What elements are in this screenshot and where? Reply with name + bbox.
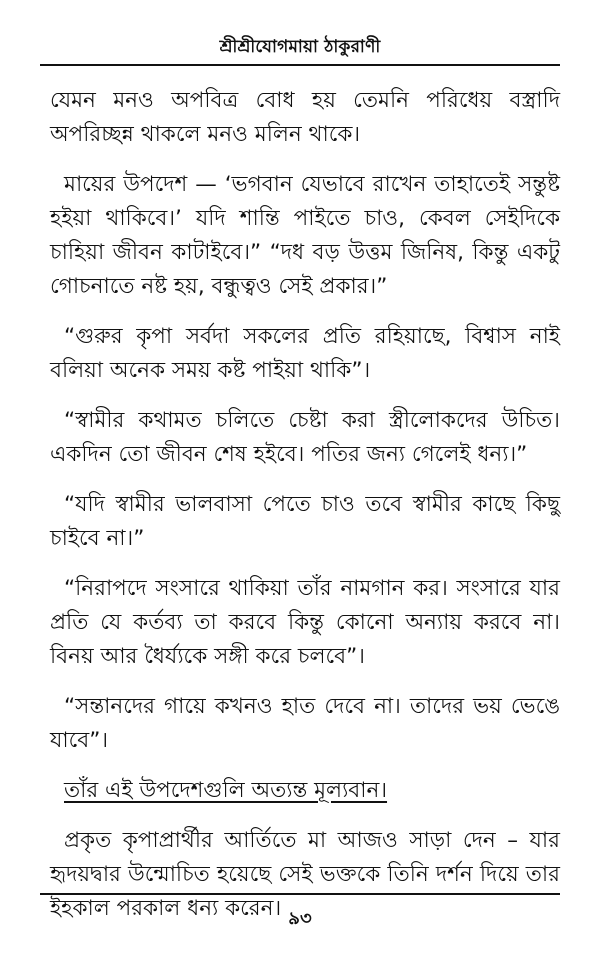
closing-paragraph: প্রকৃত কৃপাপ্রার্থীর আর্তিতে মা আজও সাড়া দেন – যার হৃদয়দ্বার উন্মোচিত হয়েছে সেই ভক্তকে তিনি দর্শন দিয়ে তার ইহকাল পরকাল ধন্য করেন। <box>50 828 560 921</box>
paragraph-2: মায়ের উপদেশ — ‘ভগবান যেভাবে রাখেন তাহাতেই সন্তুষ্ট হইয়া থাকিবে।’ যদি শান্তি পাইতে চাও, কেবল সেইদিকে চাহিয়া জীবন কাটাইবে।” “দধ বড় উত্তম জিনিষ, কিন্তু একটু গোচনাতে নষ্ট হয়, বন্ধুত্বও সেই প্রকার।” <box>50 172 560 299</box>
paragraph-4: “স্বামীর কথামত চলিতে চেষ্টা করা স্ত্রীলোকদের উচিত। একদিন তো জীবন শেষ হইবে। পতির জন্য গেলেই ধন্য।” <box>50 408 560 467</box>
paragraph-5: “যদি স্বামীর ভালবাসা পেতে চাও তবে স্বামীর কাছে কিছু চাইবে না।” <box>50 492 560 551</box>
underlined-note <box>50 774 560 808</box>
page-number: ৯৩ <box>288 908 312 929</box>
header-rule <box>40 64 560 66</box>
running-header: শ্রীশ্রীযোগমায়া ঠাকুরাণী <box>219 37 381 57</box>
body-text <box>50 84 560 942</box>
paragraph-6: “নিরাপদে সংসারে থাকিয়া তাঁর নামগান কর। সংসারে যার প্রতি যে কর্তব্য তা করবে কিন্তু কোনো অন্যায় করবে না। বিনয় আর ধৈর্য্যকে সঙ্গী করে চলবে”। <box>50 576 560 669</box>
paragraph-7: “সন্তানদের গায়ে কখনও হাত দেবে না। তাদের ভয় ভেঙে যাবে”। <box>50 694 560 753</box>
footer-rule <box>40 893 560 895</box>
paragraph-1: যেমন মনও অপবিত্র বোধ হয় তেমনি পরিধেয় বস্ত্রাদি অপরিচ্ছন্ন থাকলে মনও মলিন থাকে। <box>50 88 560 147</box>
paragraph-3: “গুরুর কৃপা সর্বদা সকলের প্রতি রহিয়াছে, বিশ্বাস নাই বলিয়া অনেক সময় কষ্ট পাইয়া থাকি”। <box>50 324 560 383</box>
note-text: তাঁর এই উপদেশগুলি অত্যন্ত মূল্যবান। <box>64 778 388 803</box>
